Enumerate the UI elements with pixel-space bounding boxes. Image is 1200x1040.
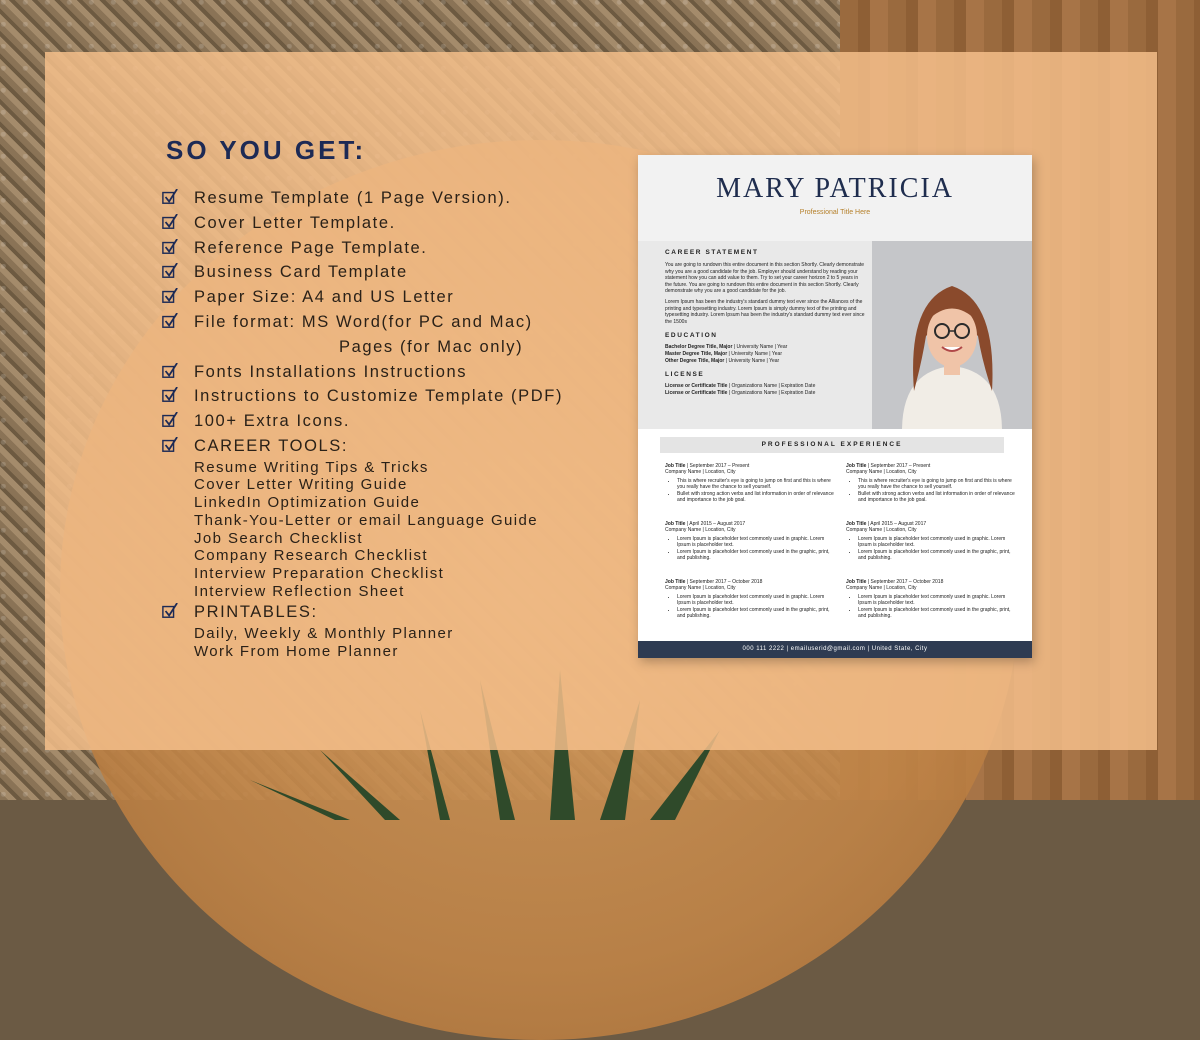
checklist-subitem: Company Research Checklist	[194, 547, 428, 565]
job-bullets	[665, 536, 835, 562]
job-bullet: • This is where recruiter's eye is going to jump on first and this is where you really have the chance to sell yourself.	[677, 478, 835, 491]
education-entry-title: Bachelor Degree Title, Major	[665, 344, 733, 351]
job-title: Job Title	[846, 579, 867, 585]
job-title: Job Title	[665, 521, 686, 527]
job-company: Company Name | Location, City	[665, 585, 736, 592]
education-entry-details: | University Name | Year	[724, 357, 780, 364]
checkbox-checked-icon	[162, 362, 178, 378]
career-statement-heading: CAREER STATEMENT	[665, 249, 759, 256]
license-entry-title: License or Certificate Title	[665, 389, 728, 396]
job-bullet: • Lorem Ipsum is placeholder text commonly used in the graphic, print, and publishing.	[677, 549, 835, 562]
job-dates: | April 2015 – August 2017	[685, 521, 746, 527]
checklist-item	[160, 360, 630, 385]
checklist-item	[160, 600, 630, 660]
checklist-item-label: File format: MS Word(for PC and Mac)	[194, 312, 533, 331]
checklist-item-continuation: Pages (for Mac only)	[339, 337, 524, 356]
checklist-item-label: CAREER TOOLS:	[194, 436, 349, 455]
checklist-item	[160, 409, 630, 434]
job-entry	[665, 463, 835, 503]
resume-preview	[638, 155, 1032, 658]
job-bullets	[846, 594, 1016, 620]
job-dates: | April 2015 – August 2017	[866, 521, 927, 527]
checklist-subitem: Job Search Checklist	[194, 529, 363, 547]
checklist-subitem: Thank-You-Letter or email Language Guide	[194, 511, 538, 529]
professional-experience-heading: PROFESSIONAL EXPERIENCE	[660, 437, 1004, 453]
checkbox-checked-icon	[162, 602, 178, 618]
checklist-item	[160, 285, 630, 310]
checklist-item	[160, 211, 630, 236]
checklist-item	[160, 384, 630, 409]
job-bullets	[846, 478, 1016, 504]
resume-professional-title: Professional Title Here	[799, 209, 871, 216]
checkbox-checked-icon	[162, 287, 178, 303]
job-dates: | September 2017 – Present	[685, 463, 750, 469]
job-title: Job Title	[846, 521, 867, 527]
checklist-sublist	[194, 459, 630, 601]
license-list	[665, 383, 865, 396]
checklist-item	[160, 434, 630, 600]
headline: SO YOU GET:	[166, 135, 367, 165]
checklist-subitem: Work From Home Planner	[194, 642, 399, 660]
license-entry	[665, 383, 865, 390]
feature-checklist	[160, 186, 630, 661]
checkbox-checked-icon	[162, 262, 178, 278]
checkbox-checked-icon	[162, 436, 178, 452]
job-bullet: • Lorem Ipsum is placeholder text commonly used in graphic. Lorem Ipsum is placeholder text.	[858, 594, 1016, 607]
job-bullet: • Lorem Ipsum is placeholder text commonly used in the graphic, print, and publishing.	[677, 607, 835, 620]
job-bullet: • Lorem Ipsum is placeholder text commonly used in graphic. Lorem Ipsum is placeholder text.	[858, 536, 1016, 549]
checklist-item	[160, 310, 630, 360]
education-entry-details: | University Name | Year	[727, 350, 782, 357]
checklist-subitem: LinkedIn Optimization Guide	[194, 494, 421, 512]
job-title: Job Title	[665, 579, 686, 585]
education-entry-title: Other Degree Title, Major	[665, 357, 725, 364]
checklist-item	[160, 236, 630, 261]
career-statement-p2: Lorem Ipsum has been the industry's standard dummy text ever since the Alliances of the printing and typesetting industry. Lorem Ipsum is simply dummy text of the printing and typesetting industry. Lorem Ipsum has been the industry's standard dummy text ever since the 1500s	[665, 298, 865, 325]
checklist-subitem: Daily, Weekly & Monthly Planner	[194, 625, 454, 643]
education-entry	[665, 351, 865, 358]
education-entry	[665, 358, 865, 365]
resume-summary-column	[638, 241, 872, 429]
checklist-item-label: Cover Letter Template.	[194, 213, 396, 232]
checklist-item	[160, 260, 630, 285]
education-entry-details: | University Name | Year	[732, 344, 788, 351]
resume-contact-footer: 000 111 2222 | emailuserid@gmail.com | United State, City	[638, 641, 1032, 658]
education-heading: EDUCATION	[665, 332, 718, 340]
career-statement-p1: You are going to rundown this entire document in this section Shortly. Clearly demonstrate why you are a good candidate for the job. Employer should understand by reading your statement how you can add value to them. Try to set your career horizon 2 to 5 years in the future. You are going to rundown this entire document in this section Shortly. Clearly demonstrate why you are a good candidate for the job.	[665, 262, 864, 295]
checklist-sublist	[194, 625, 630, 660]
job-entry	[846, 463, 1016, 503]
job-bullet: • Lorem Ipsum is placeholder text commonly used in graphic. Lorem Ipsum is placeholder text.	[677, 594, 835, 607]
license-heading: LICENSE	[665, 371, 705, 379]
job-title: Job Title	[665, 463, 686, 469]
job-bullet: • Lorem Ipsum is placeholder text commonly used in graphic. Lorem Ipsum is placeholder text.	[677, 536, 835, 549]
checklist-subitem: Resume Writing Tips & Tricks	[194, 458, 429, 476]
license-entry-details: | Organizations Name | Expiration Date	[727, 383, 816, 390]
checklist-item-label: Fonts Installations Instructions	[194, 362, 468, 381]
job-bullet: • Bullet with strong action verbs and list information in order of relevance and importance to the job goal.	[677, 491, 835, 504]
checklist-item-label: Instructions to Customize Template (PDF)	[194, 387, 564, 406]
job-dates: | September 2017 – October 2018	[685, 579, 763, 585]
job-bullets	[846, 536, 1016, 562]
resume-header	[638, 155, 1032, 241]
job-entry	[846, 521, 1016, 561]
checkbox-checked-icon	[162, 213, 178, 229]
license-entry	[665, 390, 865, 397]
job-bullets	[665, 594, 835, 620]
checkbox-checked-icon	[162, 188, 178, 204]
education-list	[665, 344, 865, 364]
job-bullet: • Bullet with strong action verbs and list information in order of relevance and importance to the job goal.	[858, 491, 1016, 504]
job-company: Company Name | Location, City	[846, 585, 917, 592]
checklist-item	[160, 186, 630, 211]
checklist-item-label: Reference Page Template.	[194, 238, 428, 257]
checklist-item-label: 100+ Extra Icons.	[194, 412, 351, 431]
education-entry-title: Master Degree Title, Major	[665, 350, 728, 357]
checklist-item-label: Paper Size: A4 and US Letter	[194, 288, 455, 307]
checklist-subitem: Cover Letter Writing Guide	[194, 476, 408, 494]
checkbox-checked-icon	[162, 386, 178, 402]
checklist-item-label: Resume Template (1 Page Version).	[194, 189, 512, 207]
checkbox-checked-icon	[162, 411, 178, 427]
license-entry-details: | Organizations Name | Expiration Date	[727, 389, 816, 396]
profile-photo	[872, 241, 1032, 429]
job-company: Company Name | Location, City	[846, 469, 917, 476]
job-bullet: • Lorem Ipsum is placeholder text commonly used in the graphic, print, and publishing.	[858, 549, 1016, 562]
job-bullet: • This is where recruiter's eye is going to jump on first and this is where you really have the chance to sell yourself.	[858, 478, 1016, 491]
checklist-subitem: Interview Reflection Sheet	[194, 582, 405, 600]
job-company: Company Name | Location, City	[665, 527, 736, 534]
education-entry	[665, 344, 865, 351]
resume-name: MARY PATRICIA	[716, 173, 954, 204]
job-company: Company Name | Location, City	[846, 527, 917, 534]
job-title: Job Title	[846, 463, 867, 469]
checklist-item-label: PRINTABLES:	[194, 603, 318, 622]
checklist-item-label: Business Card Template	[194, 263, 408, 282]
job-dates: | September 2017 – Present	[866, 463, 931, 469]
job-company: Company Name | Location, City	[665, 469, 736, 476]
license-entry-title: License or Certificate Title	[665, 383, 728, 390]
job-entry	[665, 521, 835, 561]
job-entry	[665, 579, 835, 619]
checklist-subitem: Interview Preparation Checklist	[194, 564, 445, 582]
job-entry	[846, 579, 1016, 619]
portrait-image	[872, 241, 1032, 429]
checkbox-checked-icon	[162, 238, 178, 254]
job-bullet: • Lorem Ipsum is placeholder text commonly used in the graphic, print, and publishing.	[858, 607, 1016, 620]
job-dates: | September 2017 – October 2018	[866, 579, 944, 585]
checkbox-checked-icon	[162, 312, 178, 328]
job-bullets	[665, 478, 835, 504]
